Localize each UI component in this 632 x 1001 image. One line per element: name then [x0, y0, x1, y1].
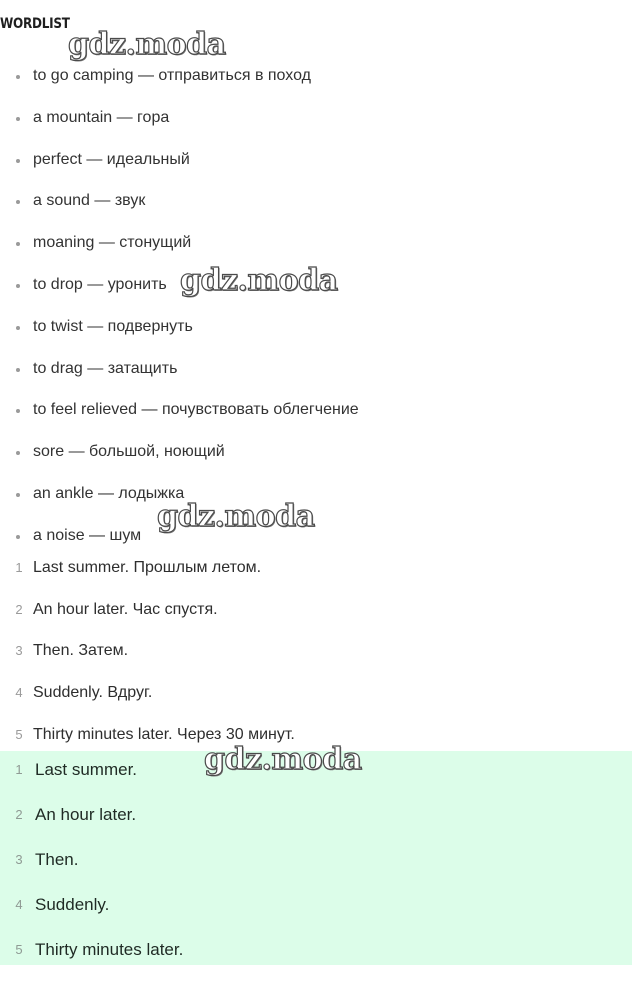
item-number: 1 [15, 560, 23, 575]
bullet-icon [16, 117, 20, 121]
answer-item [0, 888, 632, 933]
answer-block [0, 751, 632, 965]
wordlist-entry: sore — большой, ноющий [33, 443, 225, 461]
bullet-icon [16, 284, 20, 288]
watermark: gdz.moda [180, 263, 338, 298]
answer-text: Then. [35, 850, 79, 869]
answer-item [0, 933, 632, 978]
item-number: 2 [15, 601, 23, 617]
watermark: gdz.moda [68, 27, 226, 62]
item-number: 3 [15, 643, 23, 659]
answer-item [0, 843, 632, 888]
item-text: Last summer. Прошлым летом. [33, 559, 262, 576]
bullet-icon [16, 535, 20, 539]
answer-text: An hour later. [35, 805, 137, 824]
answer-number: 1 [15, 762, 23, 777]
bullet-icon [16, 242, 20, 246]
answer-text: Suddenly. [35, 895, 110, 914]
wordlist-entry: to twist — подвернуть [33, 317, 193, 335]
answer-text: Last summer. [35, 760, 138, 779]
bullet-icon [16, 159, 20, 163]
answer-number: 4 [15, 897, 23, 912]
item-text: Suddenly. Вдруг. [33, 684, 153, 702]
item-text: Thirty minutes later. Через 30 минут. [33, 725, 295, 743]
answer-number: 2 [15, 807, 23, 822]
wordlist-entry: a sound — звук [33, 192, 146, 210]
answer-list [0, 751, 632, 978]
answer-text: Thirty minutes later. [35, 940, 184, 959]
wordlist-entry: an ankle — лодыжка [33, 484, 185, 502]
wordlist-entry: to drop — уронить [33, 275, 167, 293]
wordlist-entry: a noise — шум [33, 526, 142, 544]
item-number: 4 [15, 685, 23, 701]
wordlist-heading: WORDLIST [0, 16, 70, 32]
wordlist-entry: to feel relieved — почувствовать облегчение [33, 401, 359, 419]
answer-item [0, 798, 632, 843]
wordlist-entry: a mountain — гора [33, 108, 170, 126]
wordlist-entry: moaning — стонущий [33, 234, 192, 252]
bullet-icon [16, 493, 20, 497]
bullet-icon [16, 326, 20, 330]
bullet-icon [16, 409, 20, 413]
bullet-icon [16, 200, 20, 204]
answer-number: 3 [15, 852, 23, 867]
item-number: 5 [15, 726, 23, 742]
watermark: gdz.moda [204, 742, 362, 777]
bullet-icon [16, 75, 20, 79]
bullet-icon [16, 451, 20, 455]
wordlist-entry: to drag — затащить [33, 359, 178, 377]
item-text: An hour later. Час спустя. [33, 600, 218, 618]
answer-number: 5 [15, 942, 23, 957]
watermark: gdz.moda [157, 499, 315, 534]
bullet-icon [16, 368, 20, 372]
wordlist-entry: to go camping — отправиться в поход [33, 67, 311, 84]
item-text: Then. Затем. [33, 642, 129, 660]
wordlist-entry: perfect — идеальный [33, 150, 190, 168]
